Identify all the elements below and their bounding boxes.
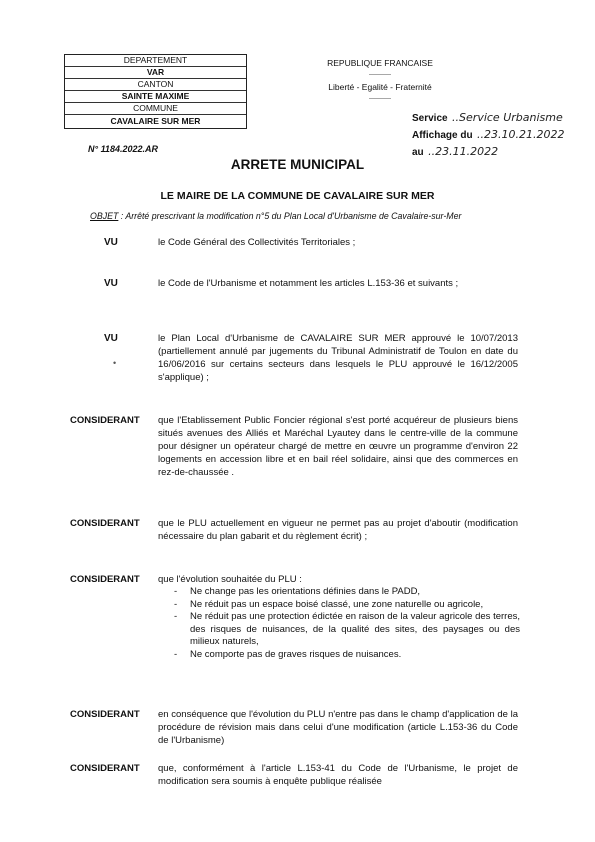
considerant-text-5: que, conformément à l'article L.153-41 du Code de l'Urbanisme, le projet de modification sera soumis à enquête publique réalisée <box>158 763 518 787</box>
page-subtitle: LE MAIRE DE LA COMMUNE DE CAVALAIRE SUR MER <box>160 190 435 202</box>
au-value: ..23.11.2022 <box>428 145 499 158</box>
affichage-value: ..23.10.21.2022 <box>477 128 565 141</box>
vu-label-1: VU <box>104 237 118 248</box>
arrete-number: N° 1184.2022.AR <box>88 144 158 154</box>
considerant-label-1: CONSIDERANT <box>70 415 140 426</box>
considerant-label-3: CONSIDERANT <box>70 574 140 585</box>
objet-line <box>90 211 461 221</box>
vu-text-3: le Plan Local d'Urbanisme de CAVALAIRE SUR MER approuvé le 10/07/2013 (partiellement annulé par jugements du Tribunal Administratif de Toulon en date du 16/06/2016 sur certains secteurs dans lesquels le PLU approuvé le 16/12/2005 s'applique) ; <box>158 333 518 383</box>
affichage-label: Affichage du <box>412 130 473 141</box>
service-value: ..Service Urbanisme <box>452 111 563 124</box>
admin-row-canton: CANTON <box>65 79 246 91</box>
considerant-text-2: que le PLU actuellement en vigueur ne permet pas au projet d'aboutir (modification nécessaire du plan gabarit et du règlement écrit) ; <box>158 518 518 542</box>
list-item: - Ne change pas les orientations définies dans le PADD, <box>170 586 520 599</box>
considerant-label-5: CONSIDERANT <box>70 763 140 774</box>
republic-name: REPUBLIQUE FRANCAISE <box>327 58 433 68</box>
considerant-text-3: que l'évolution souhaitée du PLU : <box>158 574 302 585</box>
list-item: - Ne comporte pas de graves risques de nuisances. <box>170 649 520 662</box>
page-title: ARRETE MUNICIPAL <box>230 157 365 172</box>
vu-text-2: le Code de l'Urbanisme et notamment les articles L.153-36 et suivants ; <box>158 278 459 289</box>
service-label: Service <box>412 113 448 124</box>
republic-dash-2: ----------- <box>369 96 391 102</box>
objet-label: OBJET <box>90 211 119 221</box>
admin-row-var: VAR <box>65 67 246 79</box>
admin-row-sainte-maxime: SAINTE MAXIME <box>65 91 246 103</box>
service-line <box>412 108 563 126</box>
scan-speck: • <box>113 358 117 368</box>
republic-motto: Liberté - Egalité - Fraternité <box>328 82 432 92</box>
considerant-text-1: que l'Etablissement Public Foncier régional s'est porté acquéreur de plusieurs biens situés avenues des Alliés et Maréchal Lyautey dans le centre-ville de la commune pour désigner un opérateur chargé de mettre en œuvre un programme d'environ 22 logements en accession libre et en bail réel solidaire, ainsi que des commerces en rez-de-chaussée . <box>158 415 518 478</box>
republic-dash-1: ----------- <box>369 72 391 78</box>
admin-row-commune: COMMUNE <box>65 103 246 115</box>
affichage-line <box>412 125 564 143</box>
vu-label-3: VU <box>104 333 118 344</box>
vu-label-2: VU <box>104 278 118 289</box>
list-item: - Ne réduit pas un espace boisé classé, une zone naturelle ou agricole, <box>170 599 520 612</box>
list-item: - Ne réduit pas une protection édictée en raison de la valeur agricole des terres, des risques de nuisances, de la qualité des sites, des paysages ou des milieux naturels, <box>170 611 520 649</box>
admin-row-cavalaire: CAVALAIRE SUR MER <box>110 116 201 126</box>
vu-text-1: le Code Général des Collectivités Territoriales ; <box>158 237 356 248</box>
au-label: au <box>412 147 424 158</box>
considerant-label-2: CONSIDERANT <box>70 518 140 529</box>
objet-text: : Arrêté prescrivant la modification n°5 du Plan Local d'Urbanisme de Cavalaire-sur-Mer <box>118 211 462 221</box>
considerant-text-4: en conséquence que l'évolution du PLU n'entre pas dans le champ d'application de la procédure de révision mais dans celui d'une modification (article L.153-36 du Code de l'Urbanisme) <box>158 709 518 746</box>
administrative-box <box>64 54 247 129</box>
admin-row-departement: DEPARTEMENT <box>65 55 246 67</box>
considerant-label-4: CONSIDERANT <box>70 709 140 720</box>
plu-evolution-list <box>170 586 520 661</box>
